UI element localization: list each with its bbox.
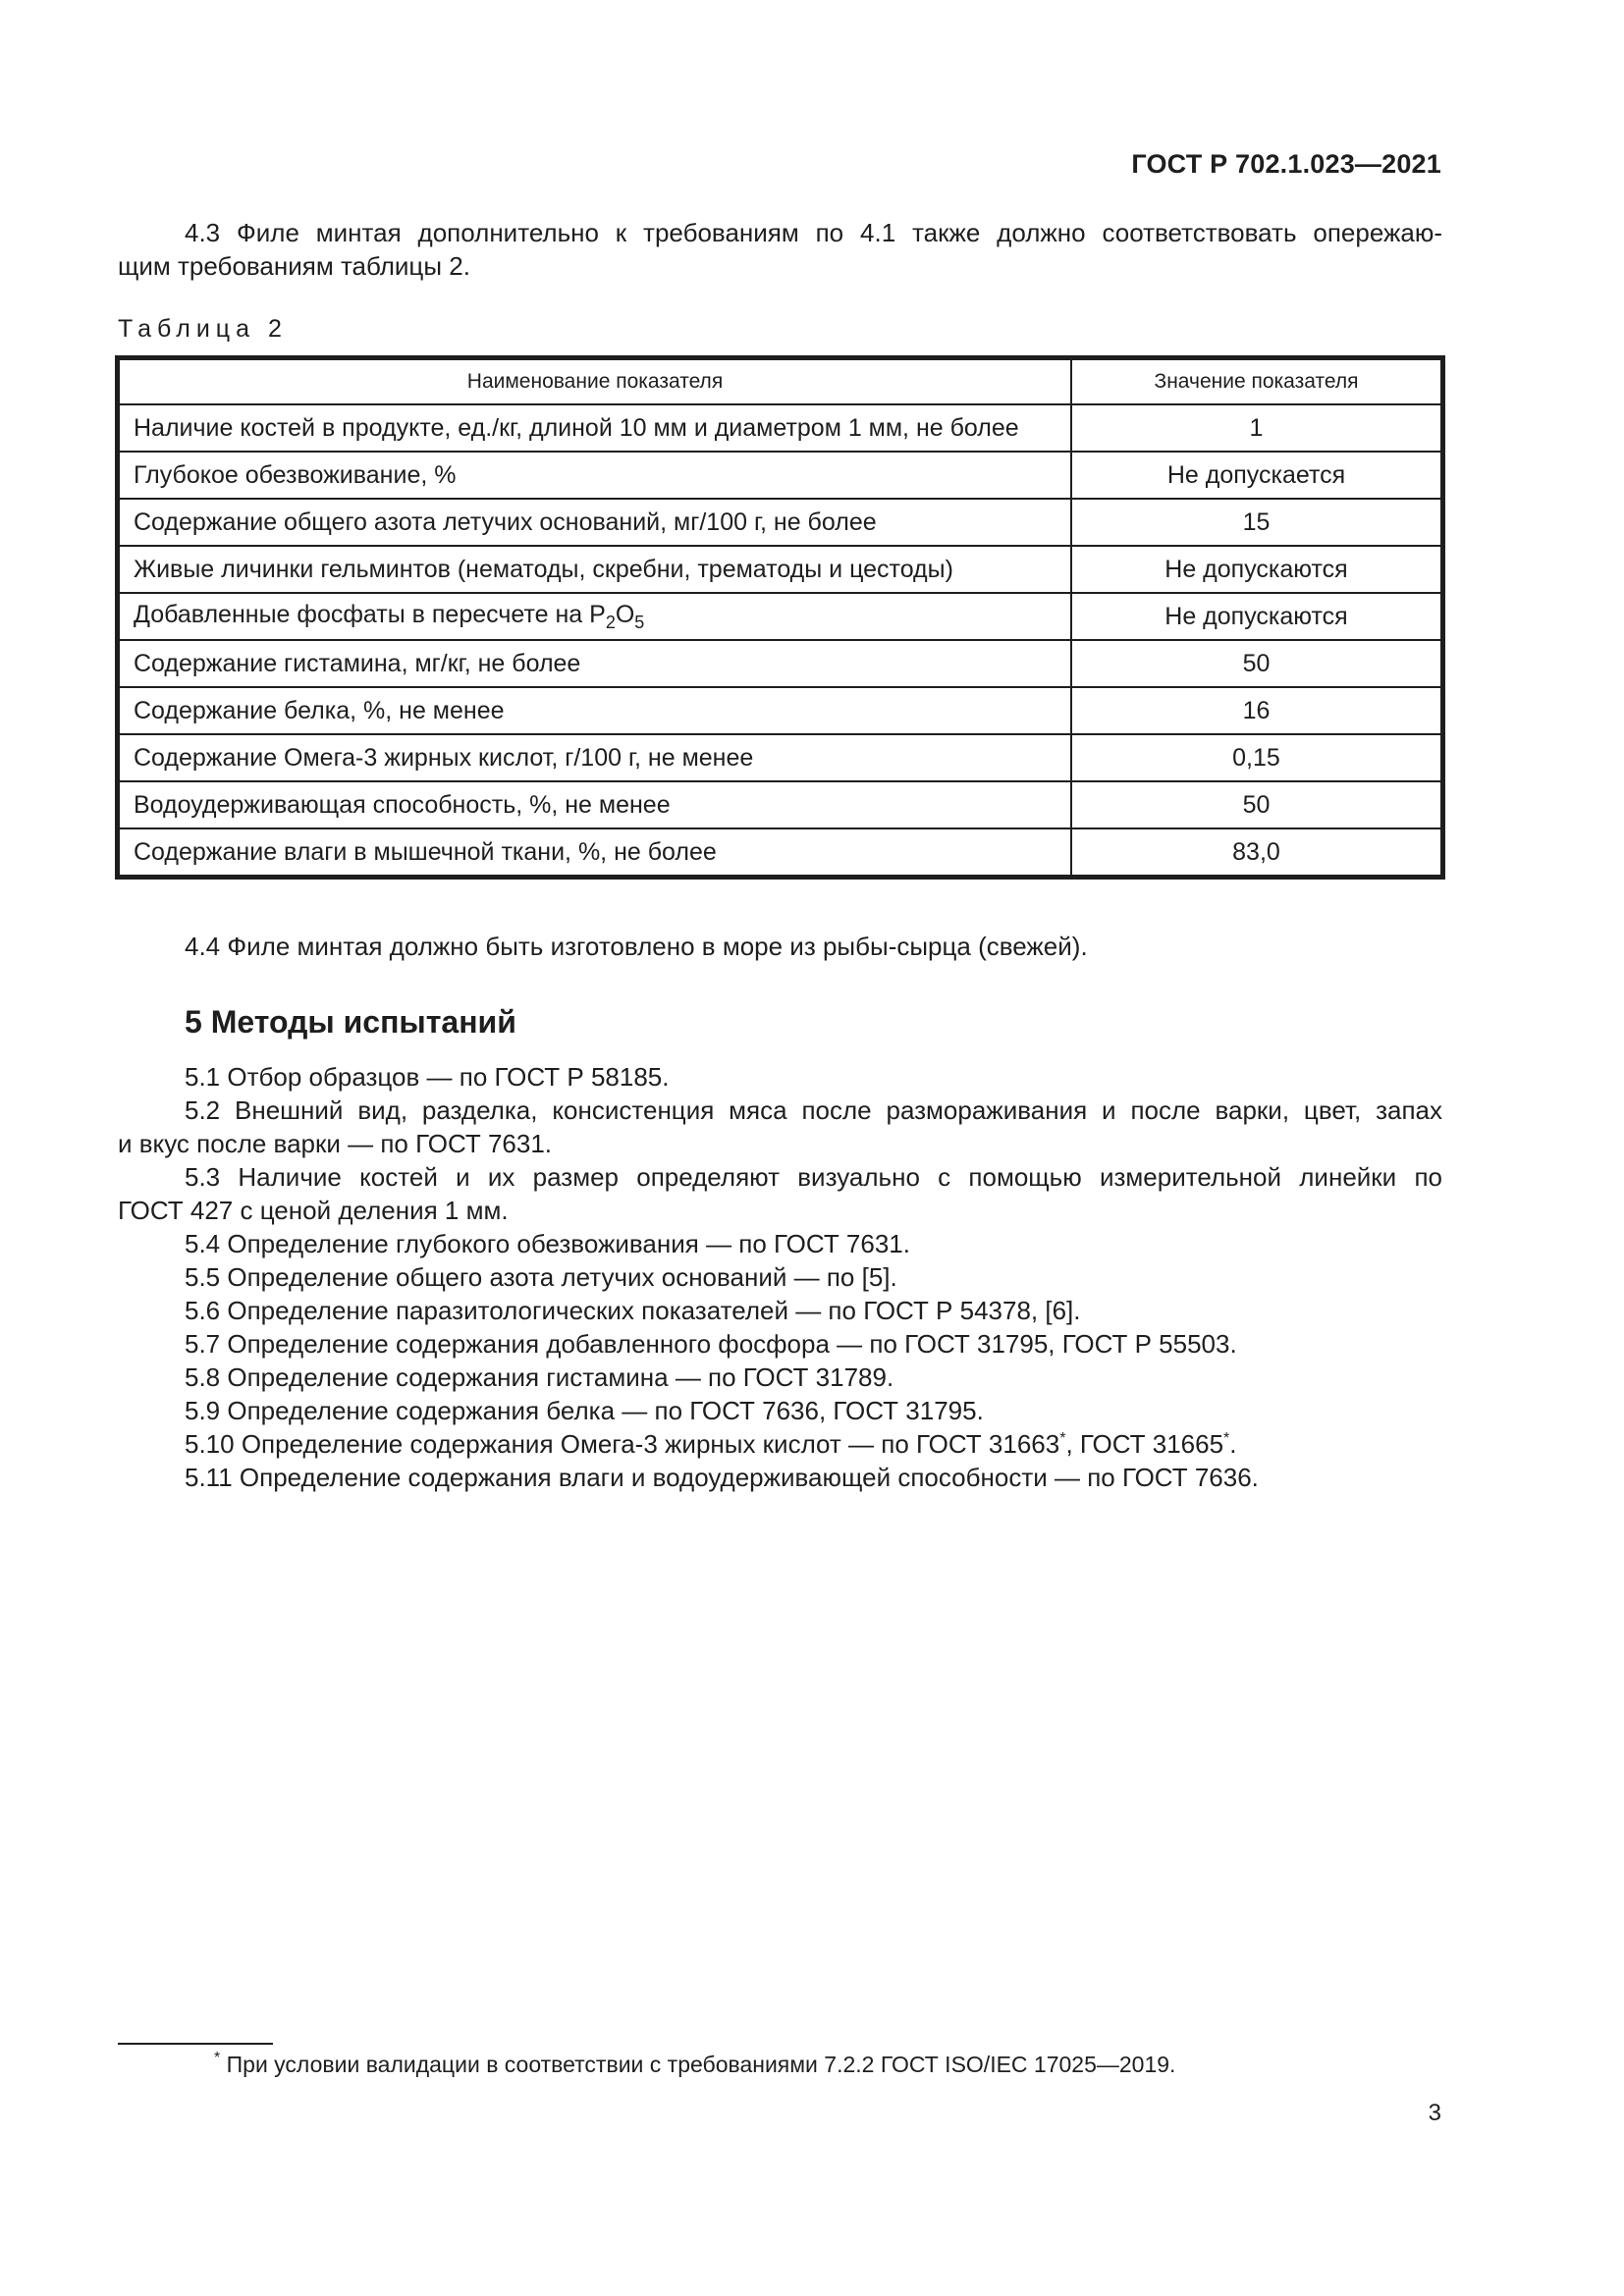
method-item: 5.6 Определение паразитологических показателей — по ГОСТ Р 54378, [6]. (185, 1296, 1081, 1325)
column-header-value: Значение показателя (1071, 359, 1441, 404)
footnote-separator (118, 2043, 273, 2045)
method-text: 5.10 Определение содержания Омега-3 жирных кислот — по ГОСТ 31663 (185, 1429, 1060, 1459)
indicator-value: 83,0 (1071, 828, 1441, 876)
column-header-name: Наименование показателя (119, 359, 1071, 404)
table-row (119, 781, 1441, 828)
table-row (119, 452, 1441, 499)
table-caption: Таблица 2 (118, 315, 288, 343)
method-text: . (1229, 1429, 1237, 1459)
table-row (119, 499, 1441, 546)
indicator-name: Живые личинки гельминтов (нематоды, скребни, трематоды и цестоды) (119, 546, 1071, 593)
page-number: 3 (1428, 2100, 1441, 2126)
method-item: 5.11 Определение содержания влаги и водоудерживающей способности — по ГОСТ 7636. (185, 1463, 1259, 1492)
indicator-value: 16 (1071, 687, 1441, 734)
indicator-name: Глубокое обезвоживание, % (119, 452, 1071, 499)
method-item: 5.9 Определение содержания белка — по ГОСТ 7636, ГОСТ 31795. (185, 1396, 984, 1425)
indicator-value: Не допускается (1071, 452, 1441, 499)
method-item: 5.5 Определение общего азота летучих оснований — по [5]. (185, 1262, 897, 1292)
table-row (119, 404, 1441, 452)
document-header: ГОСТ Р 702.1.023—2021 (1131, 149, 1441, 179)
indicator-value: Не допускаются (1071, 546, 1441, 593)
indicator-value: 50 (1071, 781, 1441, 828)
paragraph-line: 4.3 Филе минтая дополнительно к требованиям по 4.1 также должно соответствовать опережаю- (185, 218, 1442, 247)
indicator-name: Содержание Омега-3 жирных кислот, г/100 г, не менее (119, 734, 1071, 781)
table-row (119, 546, 1441, 593)
footnote-text: При условии валидации в соответствии с требованиями 7.2.2 ГОСТ ISO/IEC 17025—2019. (220, 2052, 1176, 2077)
requirements-table (118, 358, 1442, 877)
method-item: 5.8 Определение содержания гистамина — по ГОСТ 31789. (185, 1362, 894, 1392)
footnote (214, 2052, 1175, 2078)
indicator-name-text: Добавленные фосфаты в пересчете на P (134, 600, 606, 628)
indicator-name (119, 593, 1071, 640)
indicator-value: 0,15 (1071, 734, 1441, 781)
method-item: 5.3 Наличие костей и их размер определяют визуально с помощью измерительной линейки по (185, 1162, 1442, 1192)
indicator-value: 15 (1071, 499, 1441, 546)
table-row (119, 734, 1441, 781)
subscript: 2 (605, 612, 616, 632)
indicator-name: Содержание общего азота летучих оснований, мг/100 г, не более (119, 499, 1071, 546)
paragraph-line: щим требованиям таблицы 2. (118, 251, 470, 281)
footnote-mark: * (1059, 1430, 1066, 1447)
method-item: 5.2 Внешний вид, разделка, консистенция мяса после размораживания и после варки, цвет, запах (185, 1095, 1442, 1125)
table-row (119, 640, 1441, 687)
method-item: 5.4 Определение глубокого обезвоживания — по ГОСТ 7631. (185, 1229, 910, 1258)
paragraph-line: 4.4 Филе минтая должно быть изготовлено в море из рыбы-сырца (свежей). (185, 932, 1088, 961)
table-row (119, 687, 1441, 734)
indicator-name: Наличие костей в продукте, ед./кг, длиной 10 мм и диаметром 1 мм, не более (119, 404, 1071, 452)
indicator-value: 50 (1071, 640, 1441, 687)
table-row (119, 593, 1441, 640)
paragraph-4-3 (118, 216, 1442, 283)
indicator-name-text: O (615, 600, 635, 628)
method-item-continuation: и вкус после варки — по ГОСТ 7631. (118, 1129, 553, 1158)
indicator-name: Водоудерживающая способность, %, не менее (119, 781, 1071, 828)
footnote-mark: * (1223, 1430, 1230, 1447)
indicator-value: 1 (1071, 404, 1441, 452)
table-row (119, 828, 1441, 876)
footnote-mark: * (214, 2050, 221, 2066)
table-header-row (119, 359, 1441, 404)
method-item-continuation: ГОСТ 427 с ценой деления 1 мм. (118, 1196, 509, 1225)
section-title: 5 Методы испытаний (185, 1004, 516, 1040)
method-item: 5.7 Определение содержания добавленного фосфора — по ГОСТ 31795, ГОСТ Р 55503. (185, 1329, 1237, 1359)
methods-list (118, 1060, 1442, 1494)
indicator-value: Не допускаются (1071, 593, 1441, 640)
method-item (118, 1427, 1442, 1461)
indicator-name: Содержание белка, %, не менее (119, 687, 1071, 734)
indicator-name: Содержание гистамина, мг/кг, не более (119, 640, 1071, 687)
subscript: 5 (634, 612, 645, 632)
indicator-name: Содержание влаги в мышечной ткани, %, не более (119, 828, 1071, 876)
paragraph-4-4 (118, 930, 1442, 963)
method-item: 5.1 Отбор образцов — по ГОСТ Р 58185. (185, 1062, 670, 1092)
method-text: , ГОСТ 31665 (1065, 1429, 1224, 1459)
